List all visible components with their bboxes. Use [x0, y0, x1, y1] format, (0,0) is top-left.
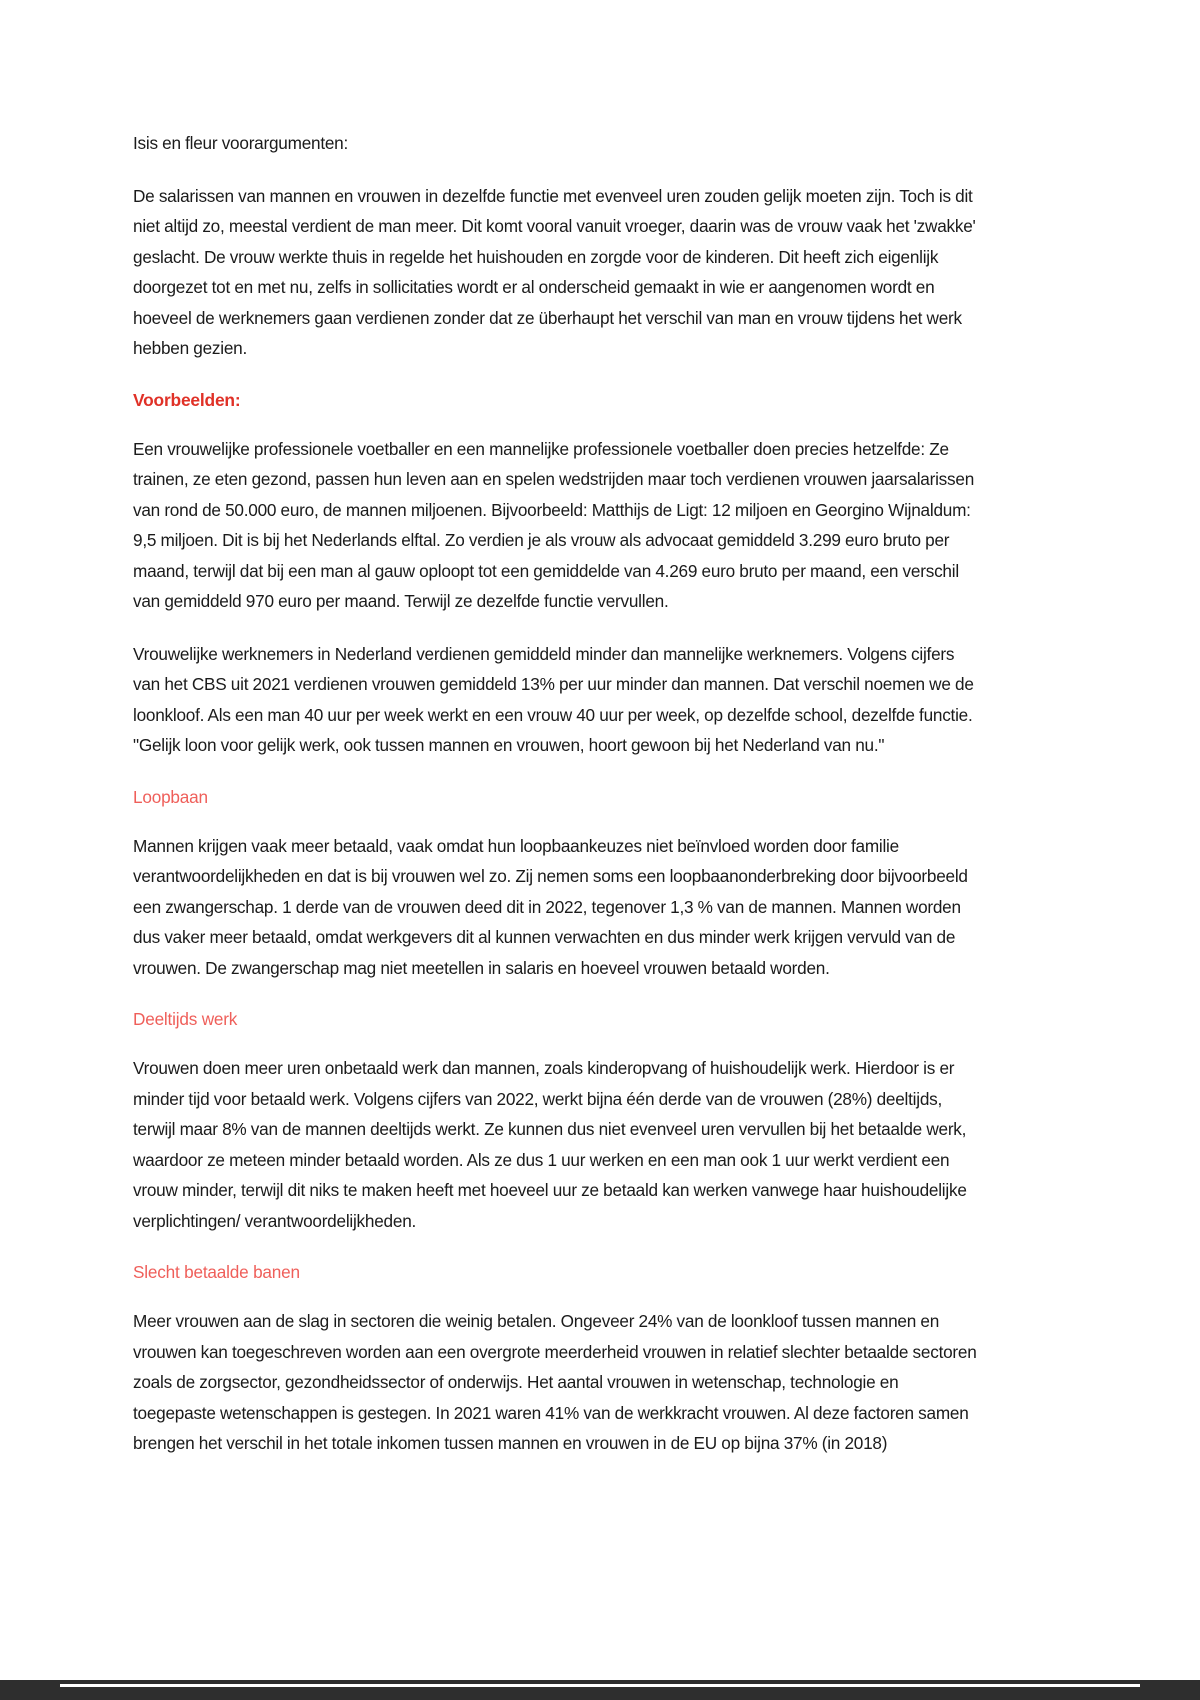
heading-loopbaan: Loopbaan — [133, 786, 208, 807]
paragraph-intro: De salarissen van mannen en vrouwen in dezelfde functie met evenveel uren zouden gelijk moeten zijn. Toch is dit niet altijd zo, meestal verdient de man meer. Dit komt vooral vanuit vroeger, daarin was de vrouw vaak het 'zwakke' geslacht. De vrouw werkte thuis in regelde het huishouden en zorgde voor de kinderen. Dit heeft zich eigenlijk doorgezet tot en met nu, zelfs in sollicitaties wordt er al onderscheid gemaakt in wie er aangenomen wordt en hoeveel de werknemers gaan verdienen zonder dat ze überhaupt het verschil van man en vrouw tijdens het werk hebben gezien. — [133, 185, 976, 358]
document-body — [133, 128, 981, 1481]
page-bottom-edge — [0, 1680, 1200, 1700]
paragraph-slecht-betaalde-banen: Meer vrouwen aan de slag in sectoren die weinig betalen. Ongeveer 24% van de loonkloof tussen mannen en vrouwen kan toegeschreven worden aan een overgrote meerderheid vrouwen in relatief slechter betaalde sectoren zoals de zorgsector, gezondheidssector of onderwijs. Het aantal vrouwen in wetenschap, technologie en toegepaste wetenschappen is gestegen. In 2021 waren 41% van de werkkracht vrouwen. Al deze factoren samen brengen het verschil in het totale inkomen tussen mannen en vrouwen in de EU op bijna 37% (in 2018) — [133, 1311, 977, 1453]
page-bottom-rule — [60, 1684, 1140, 1687]
paragraph-cbs-loonkloof: Vrouwelijke werknemers in Nederland verdienen gemiddeld minder dan mannelijke werknemers. Volgens cijfers van het CBS uit 2021 verdienen vrouwen gemiddeld 13% per uur minder dan mannen. Dat verschil noemen we de loonkloof. Als een man 40 uur per week werkt en een vrouw 40 uur per week, op dezelfde school, dezelfde functie. "Gelijk loon voor gelijk werk, ook tussen mannen en vrouwen, hoort gewoon bij het Nederland van nu." — [133, 643, 974, 755]
heading-deeltijds-werk: Deeltijds werk — [133, 1009, 238, 1029]
heading-slecht-betaalde-banen: Slecht betaalde banen — [133, 1262, 300, 1282]
paragraph-voorbeelden: Een vrouwelijke professionele voetballer en een mannelijke professionele voetballer doen precies hetzelfde: Ze trainen, ze eten gezond, passen hun leven aan en spelen wedstrijden maar toch verdienen vrouwen jaarsalarissen van rond de 50.000 euro, de mannen miljoenen. Bijvoorbeeld: Matthijs de Ligt: 12 miljoen en Georgino Wijnaldum: 9,5 miljoen. Dit is bij het Nederlands elftal. Zo verdien je als vrouw als advocaat gemiddeld 3.299 euro bruto per maand, terwijl dat bij een man al gauw oploopt tot een gemiddelde van 4.269 euro bruto per maand, een verschil van gemiddeld 970 euro per maand. Terwijl ze dezelfde functie vervullen. — [133, 438, 975, 611]
paragraph-loopbaan: Mannen krijgen vaak meer betaald, vaak omdat hun loopbaankeuzes niet beïnvloed worden door familie verantwoordelijkheden en dat is bij vrouwen wel zo. Zij nemen soms een loopbaanonderbreking door bijvoorbeeld een zwangerschap. 1 derde van de vrouwen deed dit in 2022, tegenover 1,3 % van de mannen. Mannen worden dus vaker meer betaald, omdat werkgevers dit al kunnen verwachten en dus minder werk krijgen vervuld van de vrouwen. De zwangerschap mag niet meetellen in salaris en hoeveel vrouwen betaald worden. — [133, 835, 968, 978]
paragraph-deeltijds-werk: Vrouwen doen meer uren onbetaald werk dan mannen, zoals kinderopvang of huishoudelijk werk. Hierdoor is er minder tijd voor betaald werk. Volgens cijfers van 2022, werkt bijna één derde van de vrouwen (28%) deeltijds, terwijl maar 8% van de mannen deeltijds werkt. Ze kunnen dus niet evenveel uren vervullen bij het betaalde werk, waardoor ze meteen minder betaald worden. Als ze dus 1 uur werken en een man ook 1 uur werkt verdient een vrouw minder, terwijl dit niks te maken heeft met hoeveel uur ze betaald kan werken vanwege haar huishoudelijke verplichtingen/ verantwoordelijkheden. — [133, 1058, 967, 1231]
heading-voorbeelden: Voorbeelden: — [133, 389, 241, 410]
intro-line: Isis en fleur voorargumenten: — [133, 133, 349, 153]
